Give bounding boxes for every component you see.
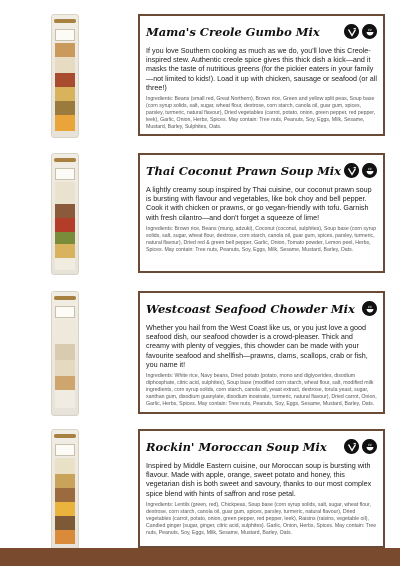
product-card-gumbo [138,14,385,136]
product-ingredients: Ingredients: Lentils (green, red), Chickpeas, Soup base (corn syrup solids, salt, sugar, wheat flour, dextrose, corn starch, canola oil, guar gum, spices, parsley, turmeric, natural flavour), Dried vegetables (carrot, potato, onion, green pepper, red pepper, leek), Raisins (raisins, vegetable oil), Candied ginger (sugar, ginger, citric acid, sulphites). Garlic, Onion, Herbs, Spices. May contain: Tree nuts, Peanuts, Soy, Eggs, Milk, Sesame, Mustard, Barley, Oats. [146,501,377,536]
product-section-chowder [0,291,400,414]
product-title: Thai Coconut Prawn Soup Mix [146,163,342,178]
product-description: A lightly creamy soup inspired by Thai cuisine, our coconut prawn soup is bursting with flavour and vegetables, like bok choy and bell pepper. Cook it with chicken or prawns, or go vegan-friendly with tofu. Garnish with fresh cilantro—and don't forget a squeeze of lime! [146,185,372,222]
product-section-gumbo [0,14,400,136]
product-photo-moroccan [40,429,90,548]
product-section-moroccan [0,429,400,548]
product-photo-chowder [40,291,90,414]
vegan-icon [344,24,359,39]
product-title: Westcoast Seafood Chowder Mix [146,301,355,316]
product-photo-gumbo [40,14,90,136]
product-description: Inspired by Middle Eastern cuisine, our Moroccan soup is bursting with flavour. Made with apple, orange, sweet potato and honey, this vegetarian dish is both sweet and savoury, thanks to our most complex spice blend with hints of saffron and rose petal. [146,461,372,498]
soup-bag-image [51,291,79,416]
bowl-icon [362,24,377,39]
product-card-chowder [138,291,385,414]
soup-bag-image [51,429,79,550]
product-title: Rockin' Moroccan Soup Mix [146,439,327,454]
product-ingredients: Ingredients: Beans (small red, Great Northern), Brown rice, Green and yellow split peas, Soup base (corn syrup solids, salt, sugar, wheat flour, dextrose, corn starch, canola oil, guar gum, spices, parsley, turmeric, natural flavour), Dried vegetables (carrot, potato, onion, green pepper, red pepper, leek), Garlic, Onion, Herbs, Spices. May contain: Tree nuts, Peanuts, Soy, Eggs, Milk, Sesame, Mustard, Barley, Sulphites, Oats. [146,96,376,131]
bowl-icon [362,163,377,178]
product-ingredients: Ingredients: White rice, Navy beans, Dried potato (potato, mono and diglycerides, disodium diphosphate, citric acid, sulphites), Soup base (modified corn starch, wheat flour, salt, modified milk ingredients, corn syrup solids, corn starch, canola oil, yeast extract, dextrose, torula yeast, sugar, xanthan gum, disodium guanylate, disodium inosinate, turmeric, natural flavour), Dried carrot, Onion, Garlic, Herbs, Spices. May contain: Tree nuts, Peanuts, Soy, Eggs, Sesame, Mustard, Barley, Oats. [146,373,377,408]
product-section-thai [0,153,400,273]
vegan-icon [344,163,359,178]
bowl-icon [362,439,377,454]
soup-bag-image [51,153,79,275]
product-card-thai [138,153,385,273]
bowl-icon [362,301,377,316]
soup-bag-image [51,14,79,138]
product-description: If you love Southern cooking as much as we do, you'll love this Creole-inspired stew. Authentic creole spice gives this thick dish a kick—and it masks the taste of nutritious greens (for the pickier eaters in your family—not limited to kids!). Load it up with chicken, sausage or seafood (or all three!) [146,46,377,92]
product-description: Whether you hail from the West Coast like us, or you just love a good seafood dish, our seafood chowder is a crowd-pleaser. Thick and creamy with plenty of veggies, this chowder can be made with your favourite seafood and shellfish—prawns, clams, scallops, crab or fish, you name it! [146,323,368,369]
product-title: Mama's Creole Gumbo Mix [146,24,320,39]
product-ingredients: Ingredients: Brown rice, Beans (mung, adzuki), Coconut (coconut, sulphites), Soup base (corn syrup solids, salt, sugar, wheat flour, dextrose, corn starch, canola oil, guar gum, spices, parsley, turmeric, natural flavour), Dried red & green bell pepper, Garlic, Onion, Tomato powder, Lemon peel, Herbs, Spices. May contain: Tree nuts, Peanuts, Soy, Eggs, Milk, Sesame, Mustard, Barley, Oats. [146,225,377,253]
footer-bar [0,548,400,566]
product-card-moroccan [138,429,385,548]
vegan-icon [344,439,359,454]
product-photo-thai [40,153,90,273]
